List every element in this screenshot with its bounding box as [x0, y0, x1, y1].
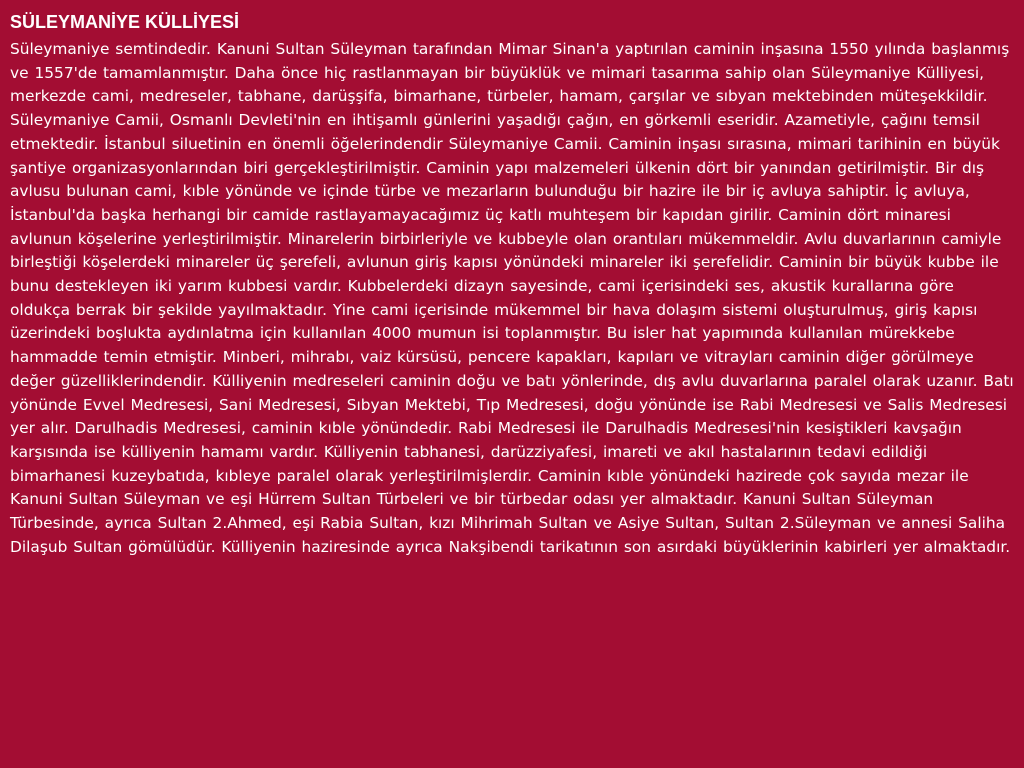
slide-body-text: Süleymaniye semtindedir. Kanuni Sultan Süleyman tarafından Mimar Sinan'a yaptırılan caminin inşasına 1550 yılında başlanmış ve 1557'de tamamlanmıştır. Daha önce hiç rastlanmayan bir büyüklük ve mimari tasarıma sahip olan Süleymaniye Külliyesi, merkezde cami, medreseler, tabhane, darüşşifa, bimarhane, türbeler, hamam, çarşılar ve sıbyan mektebinden müteşekkildir. Süleymaniye Camii, Osmanlı Devleti'nin en ihtişamlı günlerini yaşadığı çağın, en görkemli eseridir. Azametiyle, çağını temsil etmektedir. İstanbul siluetinin en önemli öğelerindendir Süleymaniye Camii. Caminin inşası sırasına, mimari tarihinin en büyük şantiye organizasyonlarından biri gerçekleştirilmiştir. Caminin yapı malzemeleri ülkenin dört bir yanından getirilmiştir. Bir dış avlusu bulunan cami, kıble yönünde ve içinde türbe ve mezarların bulunduğu bir hazire ile bir iç avluya sahiptir. İç avluya, İstanbul'da başka herhangi bir camide rastlayamayacağımız üç katlı muhteşem bir kapıdan girilir. Caminin dört minaresi avlunun köşelerine yerleştirilmiştir. Minarelerin birbirleriyle ve kubbeyle olan orantıları mükemmeldir. Avlu duvarlarının camiyle birleştiği köşelerdeki minareler üç şerefeli, avlunun giriş kapısı yönündeki minareler iki şerefelidir. Caminin bir büyük kubbe ile bunu destekleyen iki yarım kubbesi vardır. Kubbelerdeki dizayn sayesinde, cami içerisindeki ses, akustik kurallarına göre oldukça berrak bir şekilde yayılmaktadır. Yine cami içerisinde mükemmel bir hava dolaşım sistemi oluşturulmuş, giriş kapısı üzerindeki boşlukta aydınlatma için kullanılan 4000 mumun isi toplanmıştır. Bu isler hat yapımında kullanılan mürekkebe hammadde temin etmiştir. Minberi, mihrabı, vaiz kürsüsü, pencere kapakları, kapıları ve vitrayları caminin diğer görülmeye değer güzelliklerindendir. Külliyenin medreseleri caminin doğu ve batı yönlerinde, dış avlu duvarlarına paralel olarak uzanır. Batı yönünde Evvel Medresesi, Sani Medresesi, Sıbyan Mektebi, Tıp Medresesi, doğu yönünde ise Rabi Medresesi ve Salis Medresesi yer alır. Darulhadis Medresesi, caminin kıble yönündedir. Rabi Medresesi ile Darulhadis Medresesi'nin kesiştikleri kavşağın karşısında ise külliyenin hamamı vardır. Külliyenin tabhanesi, darüzziyafesi, imareti ve akıl hastalarının tedavi edildiği bimarhanesi kuzeybatıda, kıbleye paralel olarak yerleştirilmişlerdir. Caminin kıble yönündeki hazirede çok sayıda mezar ile Kanuni Sultan Süleyman ve eşi Hürrem Sultan Türbeleri ve bir türbedar odası yer almaktadır. Kanuni Sultan Süleyman Türbesinde, ayrıca Sultan 2.Ahmed, eşi Rabia Sultan, kızı Mihrimah Sultan ve Asiye Sultan, Sultan 2.Süleyman ve annesi Saliha Dilaşub Sultan gömülüdür. Külliyenin haziresinde ayrıca Nakşibendi tarikatının son asırdaki büyüklerinin kabirleri yer almaktadır.: [10, 40, 1014, 556]
slide-title: SÜLEYMANİYE KÜLLİYESİ: [10, 12, 240, 32]
